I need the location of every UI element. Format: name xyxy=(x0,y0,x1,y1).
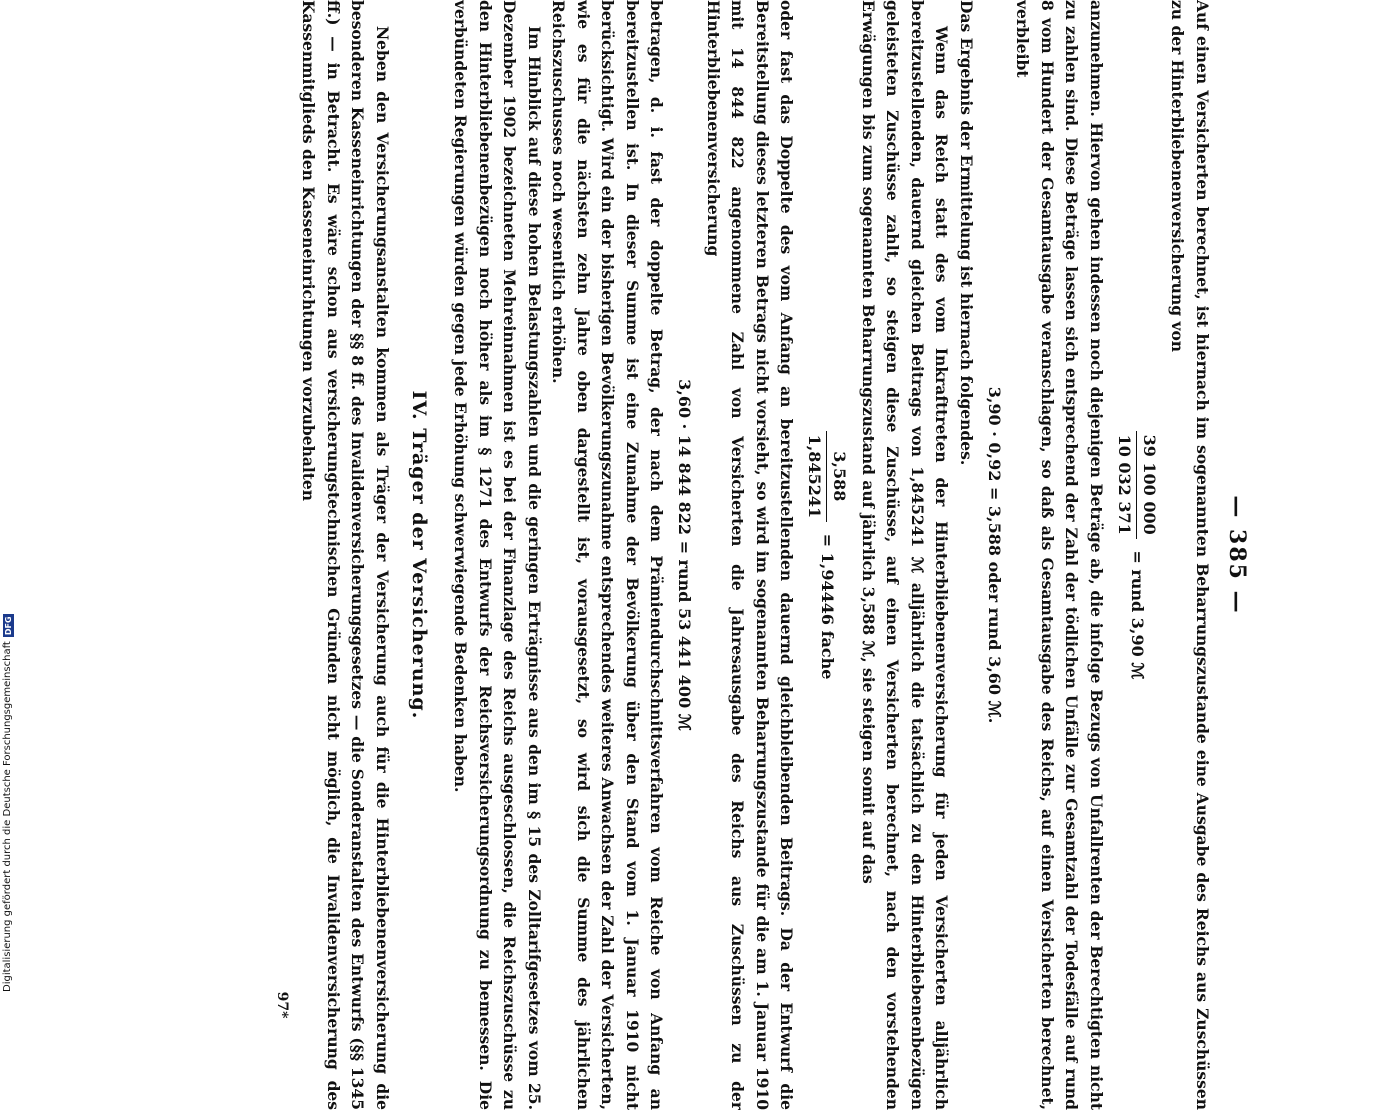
section-heading: IV. Träger der Versicherung. xyxy=(408,390,430,720)
paragraph-8: Neben den Versicherungsanstalten kommen als Träger der Versicherung auch für die Hinterbliebenenversicherung die besonderen Kasseneinrichtungen der §§ 8 ff. des Invalidenversicherungsgesetzes — die Sonderanstalten des Entwurfs (§§ 1345 ff.) — in Betracht. Es wäre schon aus versicherungstechnischen Gründen nicht möglich, die Invalidenversicherung des Kassenmitglieds den Kasseneinrichtungen vorzubehalten xyxy=(299,0,392,1110)
fraction-1-numerator: 39 100 000 xyxy=(1136,431,1161,539)
fraction-2 xyxy=(803,431,852,523)
fraction-2-denominator: 1,845241 xyxy=(805,434,825,519)
fraction-1-denominator: 10 032 371 xyxy=(1115,434,1134,535)
formula-4: 3,60 · 14 844 822 = rund 53 441 400 ℳ xyxy=(675,379,695,731)
paragraph-7: Im Hinblick auf diese hohen Belastungszahlen und die geringen Erträgnisse aus den im § 15 des Zolltarifgesetzes vom 25. Dezember 1902 bezeichneten Mehreinnahmen ist es bei der Finanzlage des Reichs ausgeschlossen, die Reichszuschüsse zu den Hinterbliebenenbezügen noch höher als im § 1271 des Entwurfs der Reichsversicherungsordnung zu bemessen. Die verbündeten Regierungen würden gegen jede Erhöhung schwerwiegende Bedenken haben. xyxy=(451,0,544,1110)
formula-3-result: = 1,94446 fache xyxy=(818,533,838,680)
credit-strip xyxy=(2,600,14,992)
paragraph-2: anzunehmen. Hiervon gehen indessen noch diejenigen Beträge ab, die infolge Bezugs von Unfallrenten der Berechtigten nicht zu zahlen sind. Diese Beträge lassen sich entsprechend der Zahl der tödlichen Unfälle zur Gesamtzahl der Todesfälle auf rund 8 vom Hundert der Gesamtausgabe veranschlagen, so daß als Gesamtausgabe des Reichs, auf einen Versicherten berechnet, verbleibt xyxy=(1013,0,1106,1110)
paragraph-4: Wenn das Reich statt des vom Inkrafttreten der Hinterbliebenenversicherung für jeden Versicherten alljährlich bereitzustellenden, dauernd gleichen Beitrags von 1,845241 ℳ alljährlich die tatsächlich zu den Hinterbliebenenbezügen geleisteten Zuschüsse zahlt, so steigen diese Zuschüsse, auf einen Versicherten berechnet, nach den vorstehenden Erwägungen bis zum sogenannten Beharrungszustand auf jährlich 3,588 ℳ, sie steigen somit auf das xyxy=(859,0,952,1110)
signature-mark: 97* xyxy=(274,991,290,1019)
paragraph-6: betragen, d. i. fast der doppelte Betrag, der nach dem Prämiendurchschnittsverfahren vom Reiche von Anfang an bereitzustellen ist. In dieser Summe ist eine Zunahme der Bevölkerung über den Stand vom 1. Januar 1910 nicht berücksichtigt. Wird ein der bisherigen Bevölkerungszunahme entsprechendes weiteres Anwachsen der Zahl der Versicherten, wie es für die nächsten zehn Jahre oben dargestellt ist, vorausgesetzt, so wird sich die Summe des jährlichen Reichszuschusses noch wesentlich erhöhen. xyxy=(549,0,667,1110)
credit-text: Digitalisierung gefördert durch die Deutsche Forschungsgemeinschaft xyxy=(2,641,13,992)
formula-3 xyxy=(803,0,852,1110)
formula-1 xyxy=(1112,0,1161,1110)
fraction-1 xyxy=(1112,431,1161,539)
paragraph-3: Das Ergebnis der Ermittelung ist hiernach folgendes. xyxy=(957,0,976,466)
rotated-page xyxy=(168,0,1268,1110)
dfg-logo-icon: DFG xyxy=(3,616,13,636)
page-number: — 385 — xyxy=(1224,495,1250,615)
formula-1-result: = rund 3,90 ℳ xyxy=(1128,550,1147,680)
formula-2: 3,90 · 0,92 = 3,588 oder rund 3,60 ℳ. xyxy=(985,386,1004,724)
credit-text-wrapper xyxy=(2,600,14,992)
paragraph-1: Auf einen Versicherten berechnet, ist hiernach im sogenannten Beharrungszustande eine Ausgabe des Reichs aus Zuschüssen zu der Hinterbliebenenversicherung von xyxy=(1168,0,1212,1110)
fraction-2-numerator: 3,588 xyxy=(827,431,852,523)
paragraph-5: oder fast das Doppelte des vom Anfang an bereitzustellenden dauernd gleichbleibenden Beitrags. Da der Entwurf die Bereitstellung dieses letzteren Betrags nicht vorsieht, so wird im sogenannten Beharrungszustande für die am 1. Januar 1910 mit 14 844 822 angenommene Zahl von Versicherten die Jahresausgabe des Reichs aus Zuschüssen zu der Hinterbliebenenversicherung xyxy=(704,0,797,1110)
